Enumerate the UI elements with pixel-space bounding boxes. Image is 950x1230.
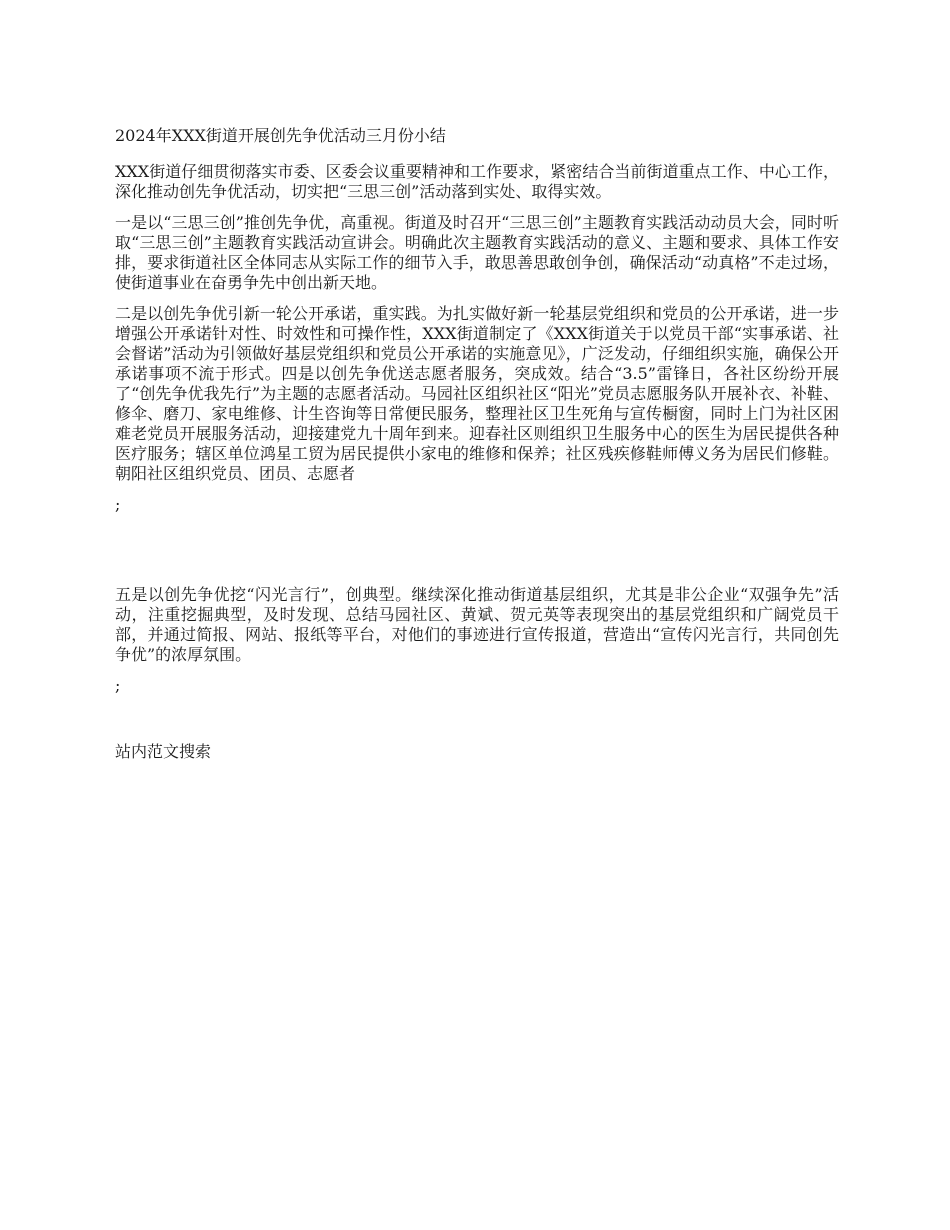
document-title: 2024年XXX街道开展创先争优活动三月份小结 (115, 126, 446, 145)
paragraph-first-point: 一是以“三思三创”推创先争优，高重视。街道及时召开“三思三创”主题教育实践活动动员大会，同时听取“三思三创”主题教育实践活动宣讲会。明确此次主题教育实践活动的意义、主题和要求、具体工作安排，要求街道社区全体同志从实际工作的细节入手，敢思善思敢创争创，确保活动“动真格”不走过场，使街道事业在奋勇争先中创出新天地。 (115, 213, 839, 292)
separator-semicolon: ; (115, 676, 121, 695)
document-page (115, 124, 839, 762)
site-search-link[interactable]: 站内范文搜索 (115, 742, 212, 761)
paragraph-second-point: 二是以创先争优引新一轮公开承诺，重实践。为扎实做好新一轮基层党组织和党员的公开承诺，进一步增强公开承诺针对性、时效性和可操作性，XXX街道制定了《XXX街道关于以党员干部“实事承诺、社会督诺”活动为引领做好基层党组织和党员公开承诺的实施意见》，广泛发动，仔细组织实施，确保公开承诺事项不流于形式。四是以创先争优送志愿者服务，突成效。结合“3.5”雷锋日，各社区纷纷开展了“创先争优我先行”为主题的志愿者活动。马园社区组织社区“阳光”党员志愿服务队开展补衣、补鞋、修伞、磨刀、家电维修、计生咨询等日常便民服务，整理社区卫生死角与宣传橱窗，同时上门为社区困难老党员开展服务活动，迎接建党九十周年到来。迎春社区则组织卫生服务中心的医生为居民提供各种医疗服务；辖区单位鸿星工贸为居民提供小家电的维修和保养；社区残疾修鞋师傅义务为居民们修鞋。朝阳社区组织党员、团员、志愿者 (115, 304, 839, 483)
paragraph-fifth-point: 五是以创先争优挖“闪光言行”，创典型。继续深化推动街道基层组织，尤其是非公企业“双强争先”活动，注重挖掘典型，及时发现、总结马园社区、黄斌、贺元英等表现突出的基层党组织和广阔党员干部，并通过简报、网站、报纸等平台，对他们的事迹进行宣传报道，营造出“宣传闪光言行，共同创先争优”的浓厚氛围。 (115, 585, 839, 664)
separator-semicolon: ; (115, 495, 121, 514)
paragraph-intro: XXX街道仔细贯彻落实市委、区委会议重要精神和工作要求，紧密结合当前街道重点工作、中心工作，深化推动创先争优活动，切实把“三思三创”活动落到实处、取得实效。 (115, 162, 839, 201)
